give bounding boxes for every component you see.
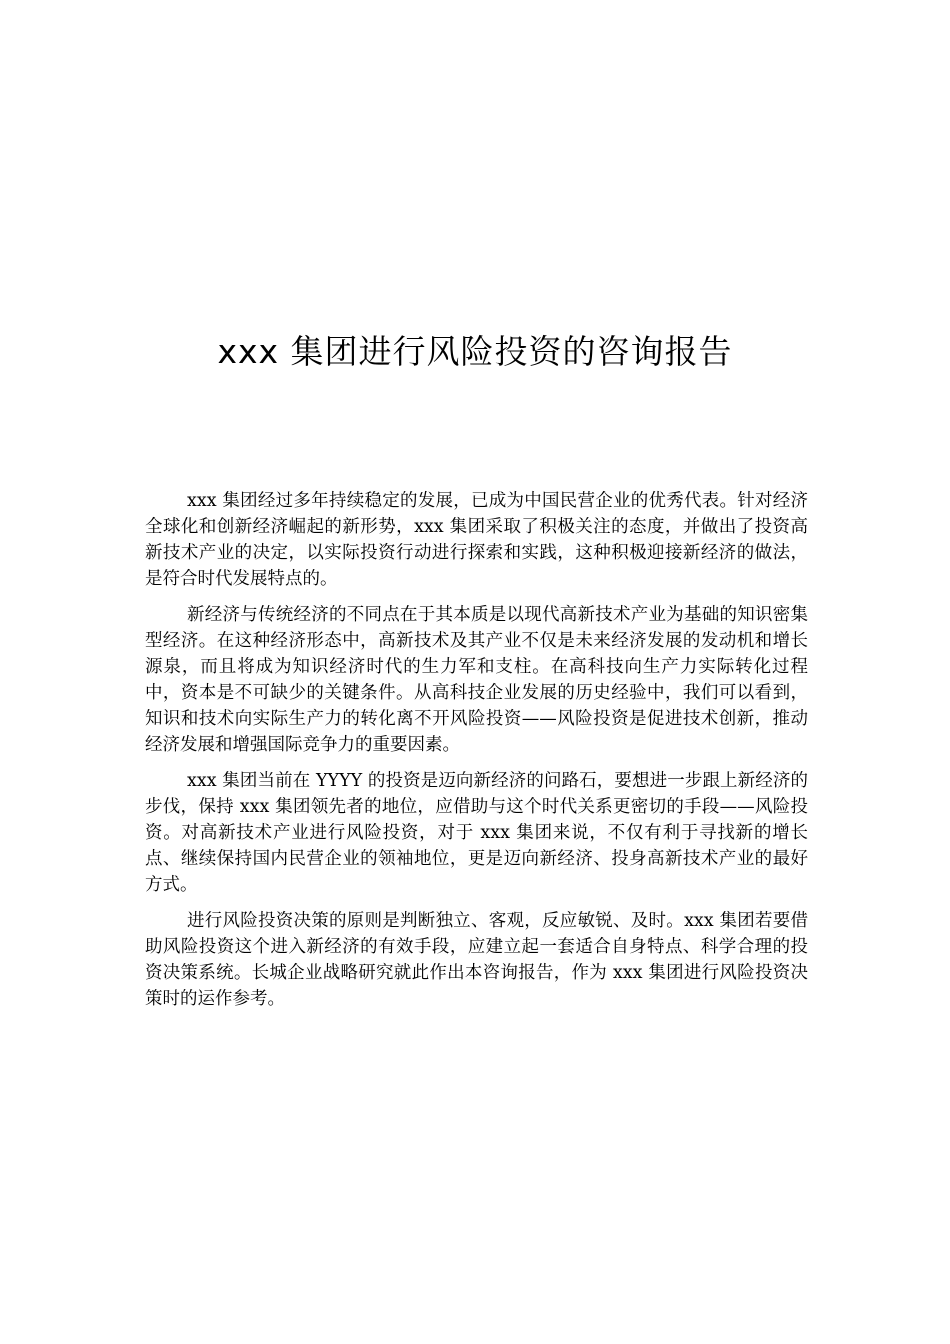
paragraph-3: xxx 集团当前在 YYYY 的投资是迈向新经济的问路石，要想进一步跟上新经济的步伐，保持 xxx 集团领先者的地位，应借助与这个时代关系更密切的手段——风险投资。对高新技术产业进行风险投资，对于 xxx 集团来说，不仅有利于寻找新的增长点、继续保持国内民营企业的领袖地位，更是迈向新经济、投身高新技术产业的最好方式。 xyxy=(145,771,808,895)
paragraph-1: xxx 集团经过多年持续稳定的发展，已成为中国民营企业的优秀代表。针对经济全球化和创新经济崛起的新形势，xxx 集团采取了积极关注的态度，并做出了投资高新技术产业的决定，以实际投资行动进行探索和实践，这种积极迎接新经济的做法，是符合时代发展特点的。 xyxy=(145,491,808,589)
document-body xyxy=(145,488,808,1022)
document-title: xxx 集团进行风险投资的咨询报告 xyxy=(217,332,733,371)
paragraph-2: 新经济与传统经济的不同点在于其本质是以现代高新技术产业为基础的知识密集型经济。在这种经济形态中，高新技术及其产业不仅是未来经济发展的发动机和增长源泉，而且将成为知识经济时代的生力军和支柱。在高科技向生产力实际转化过程中，资本是不可缺少的关键条件。从高科技企业发展的历史经验中，我们可以看到，知识和技术向实际生产力的转化离不开风险投资——风险投资是促进技术创新，推动经济发展和增强国际竞争力的重要因素。 xyxy=(145,605,808,755)
paragraph-4: 进行风险投资决策的原则是判断独立、客观，反应敏锐、及时。xxx 集团若要借助风险投资这个进入新经济的有效手段，应建立起一套适合自身特点、科学合理的投资决策系统。长城企业战略研究就此作出本咨询报告，作为 xxx 集团进行风险投资决策时的运作参考。 xyxy=(145,911,808,1009)
